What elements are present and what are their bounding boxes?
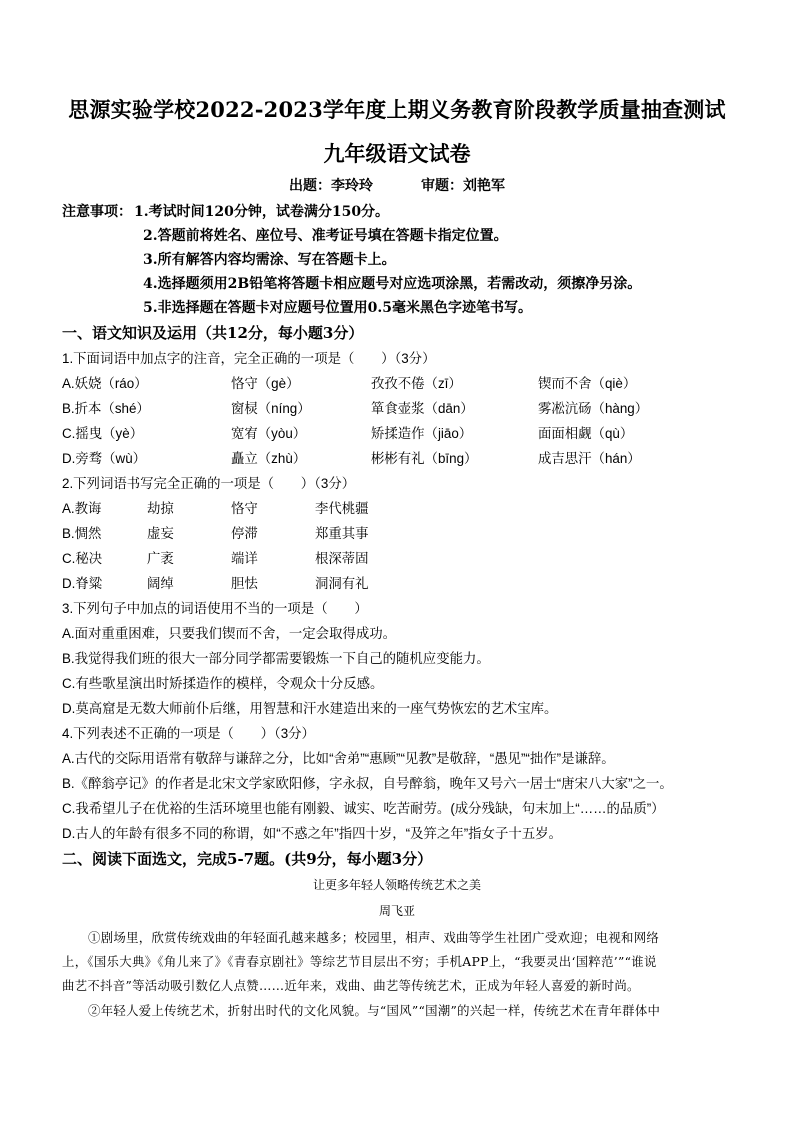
q2-option: 广袤 xyxy=(147,551,174,566)
section1-heading: 一、语文知识及运用（共12分，每小题3分） xyxy=(62,324,364,342)
note-item-3: 3.所有解答内容均需涂、写在答题卡上。 xyxy=(143,252,396,268)
q2-option: 郑重其事 xyxy=(315,526,369,541)
q4-option: B.《醉翁亭记》的作者是北宋文学家欧阳修，字永叔，自号醉翁，晚年又号六一居士“唐宋八大家”之一。 xyxy=(62,776,673,791)
q1-option: C.摇曳（yè） xyxy=(62,426,144,441)
q4-option: C.我希望儿子在优裕的生活环境里也能有刚毅、诚实、吃苦耐劳。(成分残缺，句末加上“……的品质”） xyxy=(62,801,665,816)
q2-option: A.教诲 xyxy=(62,501,102,516)
q2-option: 端详 xyxy=(231,551,258,566)
q1-option: 宽宥（yòu） xyxy=(231,426,307,441)
exam-title: 思源实验学校2022-2023学年度上期义务教育阶段教学质量抽查测试 xyxy=(68,97,726,122)
note-item-4: 4.选择题须用2B铅笔将答题卡相应题号对应选项涂黑，若需改动，须擦净另涂。 xyxy=(143,276,642,292)
notes-label: 注意事项： xyxy=(62,204,132,220)
q2-option: D.脊粱 xyxy=(62,576,103,591)
q4-option: A.古代的交际用语常有敬辞与谦辞之分，比如“舍弟”“惠顾”“见教”是敬辞，“愚见”“拙作”是谦辞。 xyxy=(62,751,615,766)
article-line: ②年轻人爱上传统艺术，折射出时代的文化风貌。与“国风”“国潮”的兴起一样，传统艺术在青年群体中 xyxy=(88,1003,661,1018)
q2-option: 劫掠 xyxy=(147,501,174,516)
q1-option: A.妖娆（ráo） xyxy=(62,376,148,391)
q1-option: D.旁骛（wù） xyxy=(62,451,147,466)
reviewer-label: 审题：刘艳军 xyxy=(421,178,505,194)
author-line xyxy=(0,175,794,195)
q3-option: B.我觉得我们班的很大一部分同学都需要锻炼一下自己的随机应变能力。 xyxy=(62,651,490,666)
q1-option: 面面相觑（qù） xyxy=(538,426,634,441)
q1-stem: 1.下面词语中加点字的注音，完全正确的一项是（ ）（3分） xyxy=(62,351,436,366)
note-item-1: 1.考试时间120分钟，试卷满分150分。 xyxy=(134,204,390,220)
article-line: 上，《国乐大典》《角儿来了》《青春京剧社》等综艺节目层出不穷；手机APP上，“我要灵出‘国粹范’”“谁说 xyxy=(62,954,657,969)
q1-option: 恪守（gè） xyxy=(231,376,300,391)
q1-option: 孜孜不倦（zī） xyxy=(371,376,462,391)
q1-option: 成吉思汗（hán） xyxy=(538,451,641,466)
setter-label: 出题：李玲玲 xyxy=(289,178,373,194)
article-line: 曲艺不抖音”等活动吸引数亿人点赞……近年来，戏曲、曲艺等传统艺术，正成为年轻人喜爱的新时尚。 xyxy=(62,978,640,993)
q2-option: 阔绰 xyxy=(147,576,174,591)
exam-subtitle: 九年级语文试卷 xyxy=(323,141,471,166)
q3-stem: 3.下列句子中加点的词语使用不当的一项是（ ） xyxy=(62,601,368,616)
q2-option: 根深蒂固 xyxy=(315,551,369,566)
q3-option: C.有些歌星演出时矫揉造作的模样，令观众十分反感。 xyxy=(62,676,384,691)
article-title: 让更多年轻人领略传统艺术之美 xyxy=(312,878,481,892)
q1-option: 锲而不舍（qiè） xyxy=(538,376,637,391)
section2-heading: 二、阅读下面选文，完成5-7题。(共9分，每小题3分） xyxy=(62,850,433,868)
q1-option: 矗立（zhù） xyxy=(231,451,307,466)
q4-option: D.古人的年龄有很多不同的称谓，如“不惑之年”指四十岁，“及笄之年”指女子十五岁。 xyxy=(62,826,562,841)
q2-option: B.惆然 xyxy=(62,526,102,541)
q1-option: 矫揉造作（jiāo） xyxy=(371,426,473,441)
q1-option: B.折本（shé） xyxy=(62,401,150,416)
article-line: ①剧场里，欣赏传统戏曲的年轻面孔越来越多；校园里，相声、戏曲等学生社团广受欢迎；电视和网络 xyxy=(88,930,660,945)
q2-option: 停滞 xyxy=(231,526,258,541)
note-item-2: 2.答题前将姓名、座位号、准考证号填在答题卡指定位置。 xyxy=(143,228,508,244)
q3-option: D.莫高窟是无数大师前仆后继，用智慧和汗水建造出来的一座气势恢宏的艺术宝库。 xyxy=(62,701,558,716)
q1-option: 雾凇沆砀（hàng） xyxy=(538,401,649,416)
q2-option: 李代桃疆 xyxy=(315,501,369,516)
q1-option: 箪食壶浆（dān） xyxy=(371,401,474,416)
q2-option: 虚妄 xyxy=(147,526,174,541)
q2-stem: 2.下列词语书写完全正确的一项是（ ）（3分） xyxy=(62,476,356,491)
q2-option: 胆怯 xyxy=(231,576,258,591)
q2-option: C.秘决 xyxy=(62,551,103,566)
q2-option: 洞洞有礼 xyxy=(315,576,369,591)
q3-option: A.面对重重困难，只要我们锲而不舍，一定会取得成功。 xyxy=(62,626,397,641)
q1-option: 窗棂（níng） xyxy=(231,401,311,416)
article-author: 周飞亚 xyxy=(378,904,415,918)
q1-option: 彬彬有礼（bīng） xyxy=(371,451,478,466)
q2-option: 恪守 xyxy=(231,501,258,516)
note-item-5: 5.非选择题在答题卡对应题号位置用0.5毫米黑色字迹笔书写。 xyxy=(143,300,532,316)
q4-stem: 4.下列表述不正确的一项是（ ）（3分） xyxy=(62,726,315,741)
